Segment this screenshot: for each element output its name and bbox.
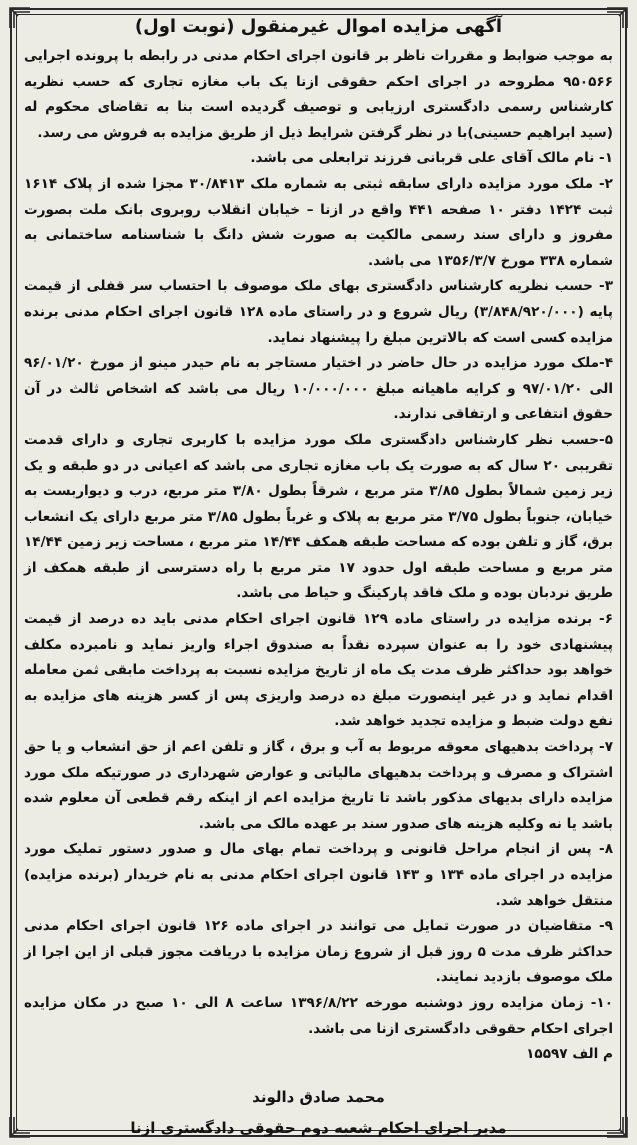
notice-item-2: ۲- ملک مورد مزایده دارای سابقه ثبتی به شماره ملک ۳۰/۸۴۱۳ مجزا شده از پلاک ۱۶۱۴ ثبت ۱۴۲۴ دفتر ۱۰ صفحه ۴۴۱ واقع در ازنا – خیابان انقلاب روبروی بانک ملت بصورت مفروز و دارای سند رسمی مالکیت به صورت شش دانگ با شناسنامه ساختمانی به شماره ۳۳۸ مورخ ۱۳۵۶/۳/۷ می باشد. bbox=[24, 175, 614, 269]
signature-block bbox=[24, 1084, 613, 1142]
notice-title: آگهی مزایده اموال غیرمنقول (نوبت اول) bbox=[134, 16, 503, 37]
notice-item-8: ۸- پس از انجام مراحل قانونی و پرداخت تمام بهای مال و صدور دستور تملیک مورد مزایده در اجرای ماده ۱۳۴ و ۱۴۳ قانون اجرای احکام مدنی به نام خریدار (برنده مزایده) منتقل خواهد شد. bbox=[24, 841, 613, 909]
notice-item-7: ۷- پرداخت بدهیهای معوقه مربوط به آب و برق ، گاز و تلفن اعم از حق انشعاب و یا حق اشتراک و مصرف و پرداخت بدهیهای مالیاتی و عوارض شهرداری در صورتیکه ملک مورد مزایده دارای بدیهای مذکور باشد تا تاریخ مزایده اعم از اینکه رقم قطعی آن معلوم شده باشد یا نه وکلیه هزینه های صدور سند بر عهده مالک می باشد. bbox=[24, 739, 613, 832]
notice-body bbox=[24, 14, 614, 1138]
notice-item-4: ۴-ملک مورد مزایده در حال حاضر در اختیار مستاجر به نام حیدر مینو از مورخ ۹۶/۰۱/۲۰ الی ۹۷/۰۱/۲۰ و کرایه ماهیانه مبلغ ۱۰/۰۰۰/۰۰۰ ریال می باشد که اشخاص ثالث در آن حقوق انتفاعی و ارتفاقی ندارند. bbox=[24, 355, 614, 423]
notice-item-6: ۶- برنده مزایده در راستای ماده ۱۲۹ قانون اجرای احکام مدنی باید ده درصد از قیمت پیشنهادی خود را به عنوان سپرده نقداً به صندوق اجراء واریز نماید و نامبرده مکلف خواهد بود حداکثر ظرف مدت یک ماه از تاریخ مزایده نسبت به پرداخت مابقی ثمن معامله اقدام نماید و در غیر اینصورت مبلغ ده درصد واریزی پس از کسر هزینه های مزایده به نفع دولت ضبط و مزایده تجدید خواهد شد. bbox=[24, 611, 614, 730]
notice-item-1: ۱- نام مالک آقای علی قربانی فرزند ترابعلی می باشد. bbox=[250, 150, 613, 167]
notice-item-3: ۳- حسب نظریه کارشناس دادگستری بهای ملک موصوف با احتساب سر قفلی از قیمت پایه (۳/۸۴۸/۹۲۰/۰۰۰) ریال شروع و در راستای ماده ۱۲۸ قانون اجرای احکام مدنی برنده مزایده کسی است که بالاترین مبلغ را پیشنهاد نماید. bbox=[24, 278, 614, 346]
notice-item-9: ۹- متقاضیان در صورت تمایل می توانند در اجرای ماده ۱۲۶ قانون اجرای احکام مدنی حداکثر ظرف مدت ۵ روز قبل از شروع زمان مزایده با دریافت مجوز قبلی از این اجرا از ملک موصوف بازدید نمایند. bbox=[24, 918, 613, 986]
reference-number: م الف ۱۵۵۹۷ bbox=[526, 1046, 613, 1063]
signatory-title: مدیر اجرای احکام شعبه دوم حقوقی دادگستری ازنا bbox=[130, 1119, 507, 1138]
signatory-name: محمد صادق دالوند bbox=[252, 1088, 385, 1107]
notice-intro: به موجب ضوابط و مقررات ناظر بر قانون اجرای احکام مدنی در رابطه با پرونده اجرایی ۹۵۰۵۶۶ مطروحه در اجرای احکم حقوقی ازنا یک باب مغازه تجاری که حسب نظریه کارشناس رسمی دادگستری ارزیابی و توصیف گردیده است بنا به تقاضای محکوم له (سید ابراهیم حسینی)با در نظر گرفتن شرایط ذیل از طریق مزایده به فروش می رسد. bbox=[24, 48, 613, 141]
notice-item-10: ۱۰- زمان مزایده روز دوشنبه مورخه ۱۳۹۶/۸/۲۲ ساعت ۸ الی ۱۰ صبح در مکان مزایده اجرای احکام حقوقی دادگستری ازنا می باشد. bbox=[24, 994, 614, 1037]
notice-item-5: ۵-حسب نظر کارشناس دادگستری ملک مورد مزایده با کاربری تجاری و دارای قدمت تقریبی ۲۰ سال که به صورت یک باب مغازه تجاری می باشد که اعیانی در دو طبقه و یک زیر زمین شمالاً بطول ۳/۸۵ متر مربع ، شرقاً بطول ۳/۸۰ متر مربع، درب و دیواربست به خیابان، جنوباً بطول ۳/۷۵ متر مربع به پلاک و غرباً بطول ۳/۸۵ متر مربع دارای یک انشعاب برق، گاز و تلفن بوده که مساحت طبقه همکف ۱۴/۴۴ متر مربع ، مساحت زیر زمین ۱۴/۴۴ متر مربع و مساحت طبقه اول حدود ۱۷ متر مربع با راه دسترسی از طبقه همکف از طریق نردبان بوده و ملک فاقد پارکینگ و حیاط می باشد. bbox=[24, 431, 614, 602]
